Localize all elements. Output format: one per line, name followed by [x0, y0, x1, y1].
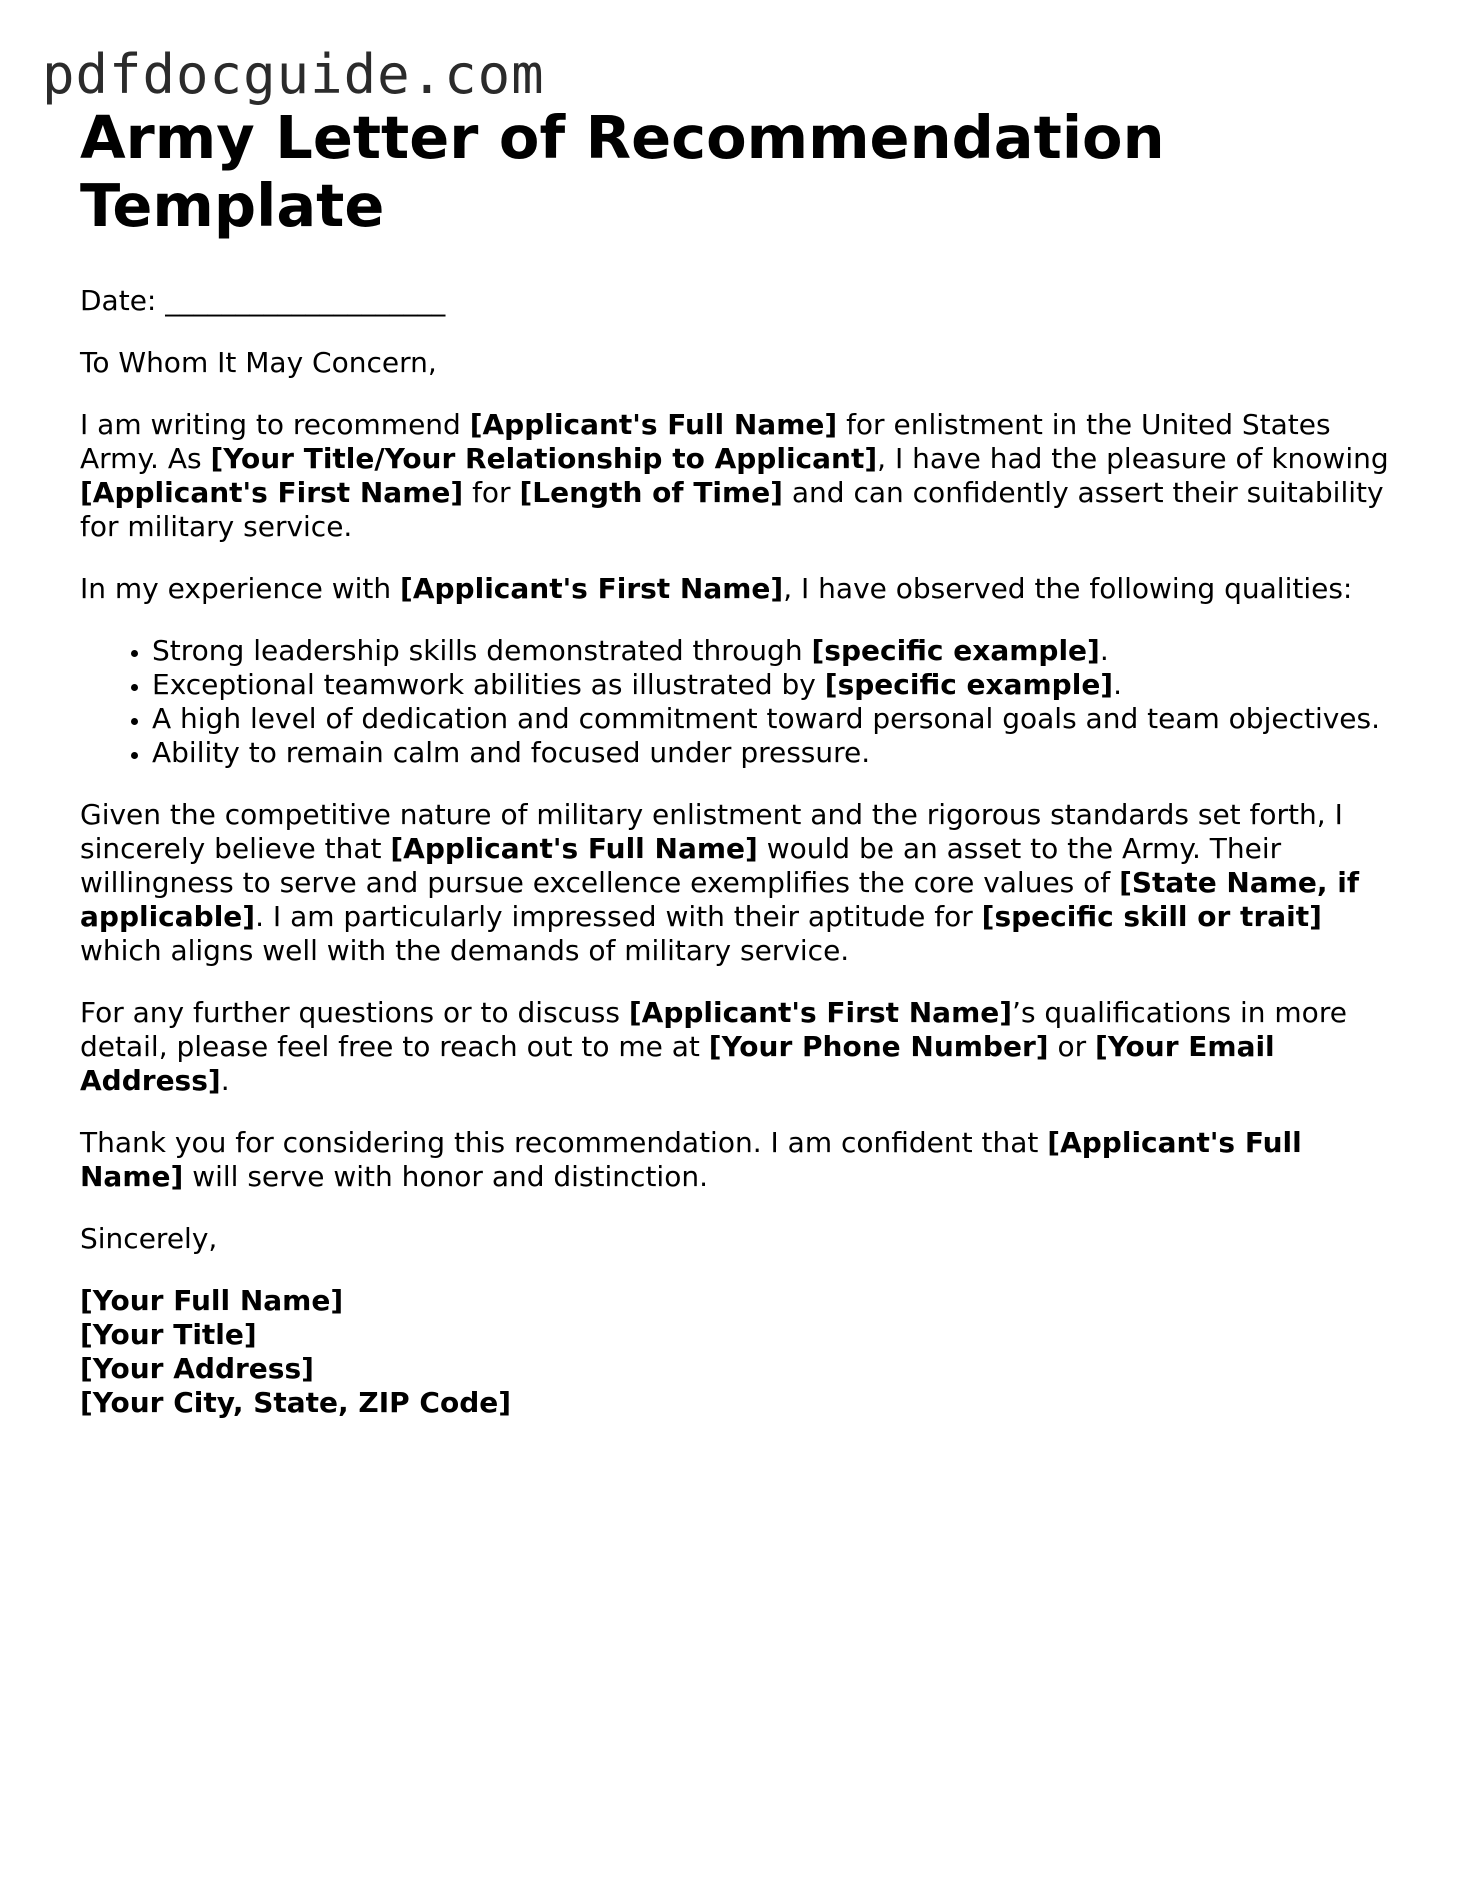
placeholder-email-address: [Your Email Address]: [80, 1030, 1275, 1097]
signature-name: [Your Full Name]: [80, 1284, 344, 1317]
signature-address: [Your Address]: [80, 1352, 314, 1385]
placeholder-length-of-time: [Length of Time]: [519, 476, 783, 509]
signature-title: [Your Title]: [80, 1318, 257, 1351]
paragraph-experience: [80, 572, 1400, 606]
text-segment: Exceptional teamwork abilities as illustrated by: [152, 668, 825, 701]
placeholder-applicant-full-name: [Applicant's Full Name]: [469, 408, 838, 441]
page-title: Army Letter of Recommendation Template: [80, 103, 1165, 240]
placeholder-state-name: [State Name, if applicable]: [80, 866, 1360, 933]
text-segment: for enlistment in the United States Army. As: [80, 408, 1331, 475]
text-segment: , I have observed the following qualities:: [783, 572, 1353, 605]
placeholder-title-relationship: [Your Title/Your Relationship to Applicant]: [210, 442, 878, 475]
text-segment: Strong leadership skills demonstrated through: [152, 634, 812, 667]
text-segment: and can confidently assert their suitability for military service.: [80, 476, 1384, 543]
paragraph-assessment: [80, 798, 1400, 968]
text-segment: ’s qualifications in more detail, please feel free to reach out to me at: [80, 996, 1347, 1063]
text-segment: .: [1113, 668, 1123, 701]
placeholder-applicant-first-name: [Applicant's First Name]: [628, 996, 1013, 1029]
site-watermark: pdfdocguide.com: [42, 43, 545, 106]
list-item: [152, 736, 1400, 770]
text-segment: .: [220, 1064, 230, 1097]
paragraph-contact: [80, 996, 1400, 1098]
text-segment: A high level of dedication and commitment toward personal goals and team objectives.: [152, 702, 1381, 735]
paragraph-thanks: [80, 1126, 1400, 1194]
placeholder-applicant-full-name: [Applicant's Full Name]: [80, 1126, 1302, 1193]
list-item: [152, 634, 1400, 668]
text-segment: Given the competitive nature of military enlistment and the rigorous standards set forth, I sincerely believe that: [80, 798, 1343, 865]
list-item: [152, 702, 1400, 736]
text-segment: . I am particularly impressed with their aptitude for: [255, 900, 982, 933]
text-segment: Ability to remain calm and focused under pressure.: [152, 736, 871, 769]
letter-body: [80, 284, 1400, 1420]
paragraph-recommendation: [80, 408, 1400, 544]
placeholder-specific-example: [specific example]: [824, 668, 1114, 701]
placeholder-specific-skill: [specific skill or trait]: [981, 900, 1322, 933]
text-segment: will serve with honor and distinction.: [183, 1160, 708, 1193]
placeholder-phone-number: [Your Phone Number]: [708, 1030, 1049, 1063]
salutation: To Whom It May Concern,: [80, 346, 437, 379]
placeholder-specific-example: [specific example]: [811, 634, 1100, 667]
date-field: Date: ____________________: [80, 284, 446, 317]
placeholder-applicant-first-name: [Applicant's First Name]: [400, 572, 784, 605]
closing: Sincerely,: [80, 1222, 218, 1255]
text-segment: .: [1099, 634, 1109, 667]
text-segment: For any further questions or to discuss: [80, 996, 629, 1029]
signature-block: [80, 1284, 1400, 1420]
text-segment: Thank you for considering this recommendation. I am confident that: [80, 1126, 1048, 1159]
text-segment: or: [1048, 1030, 1096, 1063]
list-item: [152, 668, 1400, 702]
text-segment: for: [463, 476, 520, 509]
text-segment: which aligns well with the demands of military service.: [80, 934, 850, 967]
text-segment: would be an asset to the Army. Their willingness to serve and pursue excellence exemplifies the core values of: [80, 832, 1282, 899]
text-segment: In my experience with: [80, 572, 401, 605]
signature-city: [Your City, State, ZIP Code]: [80, 1386, 512, 1419]
placeholder-applicant-full-name: [Applicant's Full Name]: [390, 832, 758, 865]
letter-document: [80, 104, 1400, 1420]
placeholder-applicant-first-name: [Applicant's First Name]: [80, 476, 464, 509]
qualities-list: [80, 634, 1400, 770]
text-segment: , I have had the pleasure of knowing: [877, 442, 1389, 475]
text-segment: I am writing to recommend: [80, 408, 470, 441]
